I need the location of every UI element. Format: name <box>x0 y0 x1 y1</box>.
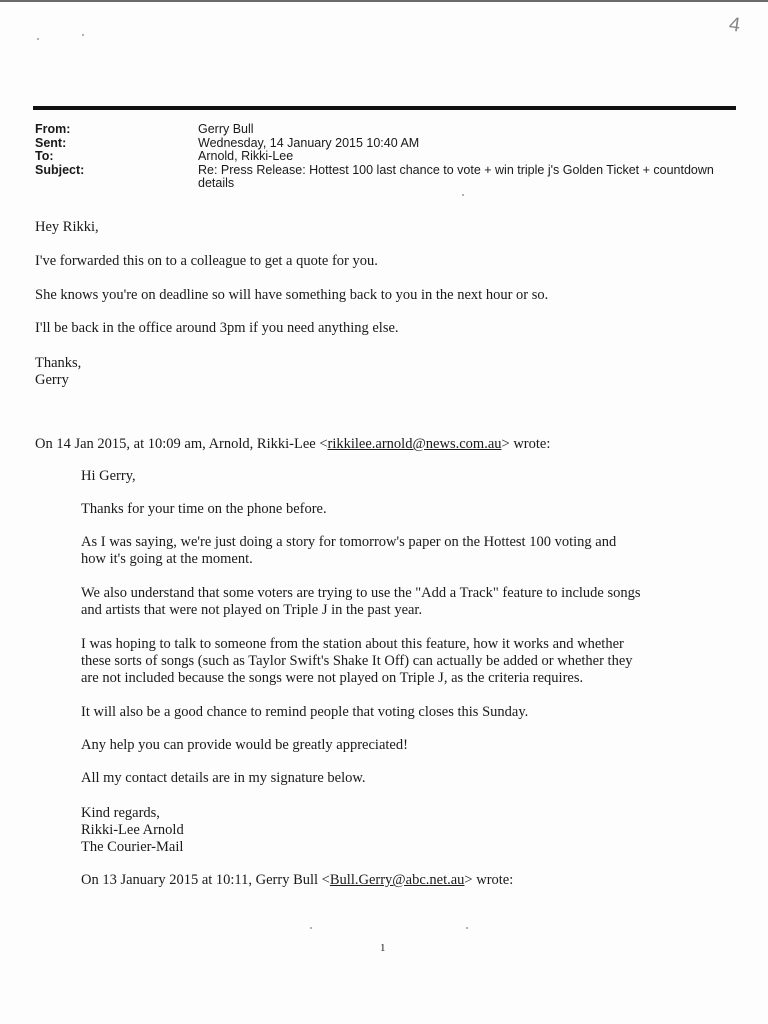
handwritten-page-mark: 4 <box>727 13 742 37</box>
email-header <box>35 123 735 191</box>
subject-label: Subject: <box>35 162 85 177</box>
quoted-attribution-prefix: On 14 Jan 2015, at 10:09 am, Arnold, Rikki-Lee < <box>35 436 328 452</box>
subject-line-1: Re: Press Release: Hottest 100 last chance to vote + win triple j's Golden Ticket + countdown <box>198 162 714 177</box>
subject-row <box>35 164 735 191</box>
subject-line-2: details <box>198 176 235 190</box>
quoted-paragraph-2-line-1: As I was saying, we're just doing a story for tomorrow's paper on the Hottest 100 voting and <box>81 534 617 550</box>
reply-signature-name: Gerry <box>35 372 69 388</box>
quoted-greeting: Hi Gerry, <box>81 468 136 484</box>
reply-paragraph-3: I'll be back in the office around 3pm if you need anything else. <box>35 320 399 336</box>
email-header-rule <box>33 106 736 110</box>
quoted-paragraph-3-line-1: We also understand that some voters are trying to use the "Add a Track" feature to include songs <box>81 585 641 601</box>
from-row <box>35 123 735 137</box>
from-value: Gerry Bull <box>198 122 254 136</box>
reply-signoff: Thanks, <box>35 355 82 371</box>
quoted-paragraph-6: Any help you can provide would be greatly appreciated! <box>81 737 408 753</box>
quoted-signature-name: Rikki-Lee Arnold <box>81 822 184 838</box>
reply-paragraph-2: She knows you're on deadline so will have something back to you in the next hour or so. <box>35 287 549 303</box>
scan-edge-line <box>0 0 768 2</box>
quoted-paragraph-3-line-2: and artists that were not played on Triple J in the past year. <box>81 602 423 618</box>
scan-speck <box>82 34 84 36</box>
reply-greeting: Hey Rikki, <box>35 219 99 235</box>
second-quote-attribution <box>81 872 513 889</box>
scan-speck <box>37 38 39 40</box>
subject-value <box>198 164 735 191</box>
quoted-attribution-suffix: > wrote: <box>501 436 551 452</box>
second-quote-prefix: On 13 January 2015 at 10:11, Gerry Bull < <box>81 872 330 888</box>
page-number: 1 <box>380 942 386 954</box>
quoted-paragraph-4-line-2: these sorts of songs (such as Taylor Swift's Shake It Off) can actually be added or whether they <box>81 653 633 669</box>
quoted-paragraph-4-line-1: I was hoping to talk to someone from the station about this feature, how it works and whether <box>81 636 624 652</box>
scan-speck <box>466 927 468 929</box>
quoted-signature-company: The Courier-Mail <box>81 839 184 855</box>
second-quote-suffix: > wrote: <box>464 872 514 888</box>
quoted-email-link[interactable]: rikkilee.arnold@news.com.au <box>327 436 502 452</box>
sent-row <box>35 137 735 151</box>
second-quote-email-link[interactable]: Bull.Gerry@abc.net.au <box>329 872 465 888</box>
sent-value: Wednesday, 14 January 2015 10:40 AM <box>198 135 420 150</box>
scan-speck <box>310 927 312 929</box>
quoted-paragraph-4-line-3: are not included because the songs were not played on Triple J, as the criteria requires. <box>81 670 584 686</box>
to-label: To: <box>35 149 54 163</box>
quoted-signoff: Kind regards, <box>81 805 160 821</box>
quoted-paragraph-5: It will also be a good chance to remind people that voting closes this Sunday. <box>81 704 529 720</box>
quoted-paragraph-1: Thanks for your time on the phone before. <box>81 501 327 517</box>
sent-label: Sent: <box>35 135 67 150</box>
quoted-attribution <box>35 436 550 453</box>
scan-speck <box>462 194 464 196</box>
quoted-paragraph-7: All my contact details are in my signature below. <box>81 770 366 786</box>
to-value: Arnold, Rikki-Lee <box>198 149 294 163</box>
from-label: From: <box>35 122 71 136</box>
reply-paragraph-1: I've forwarded this on to a colleague to get a quote for you. <box>35 253 378 269</box>
to-row <box>35 150 735 164</box>
quoted-paragraph-2-line-2: how it's going at the moment. <box>81 551 253 567</box>
